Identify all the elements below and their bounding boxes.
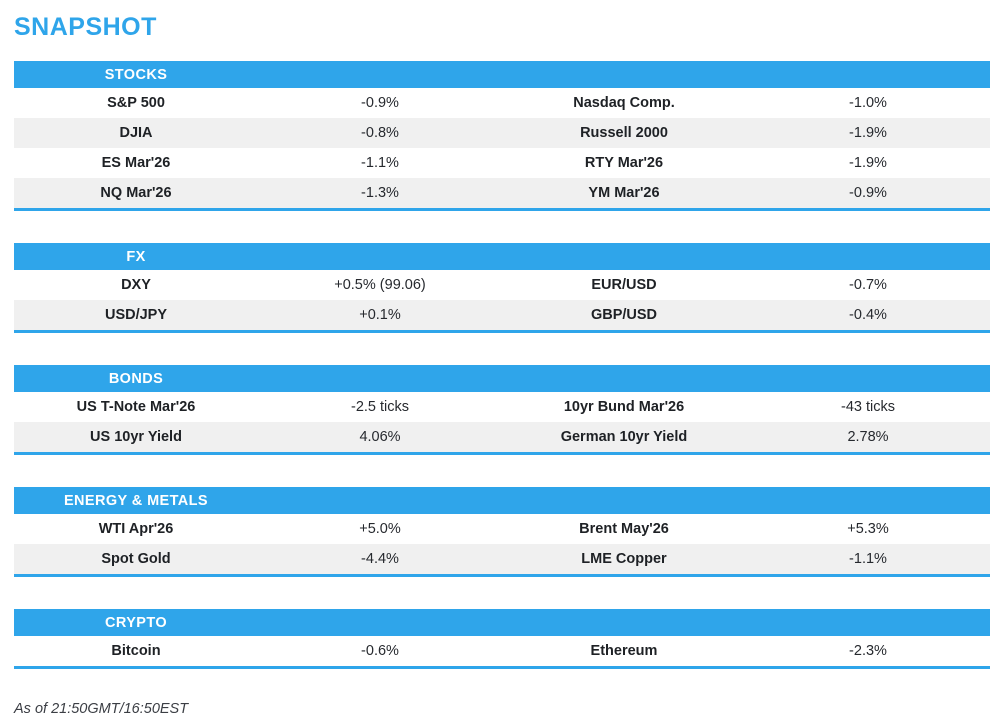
instrument-value-right: -1.1% xyxy=(849,551,887,567)
section-header-bar xyxy=(14,243,990,270)
instrument-value-left: +5.0% xyxy=(359,521,401,537)
instrument-value-right: -1.9% xyxy=(849,125,887,141)
instrument-value-left: -0.6% xyxy=(361,643,399,659)
section-header-label: BONDS xyxy=(108,370,164,387)
table-row xyxy=(14,636,990,666)
instrument-name-left: Spot Gold xyxy=(101,551,171,567)
section-rows xyxy=(14,514,990,574)
instrument-value-right: -1.0% xyxy=(849,95,887,111)
section-rows xyxy=(14,88,990,208)
instrument-name-right: Ethereum xyxy=(590,643,658,659)
instrument-name-left: USD/JPY xyxy=(104,307,168,323)
instrument-value-right: -1.9% xyxy=(849,155,887,171)
instrument-name-left: US T-Note Mar'26 xyxy=(76,399,196,415)
timestamp-note: As of 21:50GMT/16:50EST xyxy=(14,701,189,717)
instrument-name-right: Russell 2000 xyxy=(580,125,668,141)
instrument-name-right: 10yr Bund Mar'26 xyxy=(563,399,685,415)
section-header-label: CRYPTO xyxy=(104,614,168,631)
instrument-value-right: -0.4% xyxy=(849,307,887,323)
instrument-name-right: Nasdaq Comp. xyxy=(573,95,675,111)
section-header-label: FX xyxy=(126,248,146,265)
instrument-value-left: -1.3% xyxy=(361,185,399,201)
table-row xyxy=(14,88,990,118)
instrument-value-left: -2.5 ticks xyxy=(350,399,409,415)
instrument-value-right: -43 ticks xyxy=(841,399,895,415)
table-row xyxy=(14,300,990,330)
section-header-bar xyxy=(14,61,990,88)
instrument-name-right: RTY Mar'26 xyxy=(584,155,664,171)
instrument-name-left: DJIA xyxy=(119,125,153,141)
instrument-value-left: -0.8% xyxy=(361,125,399,141)
instrument-name-left: ES Mar'26 xyxy=(101,155,171,171)
table-row xyxy=(14,544,990,574)
table-row xyxy=(14,270,990,300)
instrument-name-right: LME Copper xyxy=(581,551,667,567)
table-row xyxy=(14,118,990,148)
instrument-name-right: German 10yr Yield xyxy=(560,429,688,445)
instrument-value-left: -1.1% xyxy=(361,155,399,171)
instrument-name-left: DXY xyxy=(121,277,151,293)
instrument-value-left: -0.9% xyxy=(361,95,399,111)
instrument-name-left: WTI Apr'26 xyxy=(98,521,174,537)
section-rows xyxy=(14,636,990,666)
page-title: SNAPSHOT xyxy=(14,13,157,41)
instrument-name-right: EUR/USD xyxy=(591,277,657,293)
instrument-name-right: GBP/USD xyxy=(590,307,658,323)
market-section xyxy=(14,609,990,669)
sections-container xyxy=(14,61,990,669)
instrument-value-right: -2.3% xyxy=(849,643,887,659)
section-header-label: STOCKS xyxy=(104,66,168,83)
section-header-bar xyxy=(14,609,990,636)
table-row xyxy=(14,178,990,208)
table-row xyxy=(14,392,990,422)
section-header-label: ENERGY & METALS xyxy=(63,492,209,509)
instrument-value-right: 2.78% xyxy=(847,429,889,445)
instrument-value-right: +5.3% xyxy=(847,521,889,537)
section-rows xyxy=(14,270,990,330)
instrument-value-right: -0.9% xyxy=(849,185,887,201)
table-row xyxy=(14,422,990,452)
instrument-value-left: 4.06% xyxy=(359,429,401,445)
instrument-name-left: NQ Mar'26 xyxy=(100,185,172,201)
instrument-name-right: YM Mar'26 xyxy=(588,185,660,201)
market-section xyxy=(14,243,990,333)
section-rows xyxy=(14,392,990,452)
instrument-name-left: US 10yr Yield xyxy=(90,429,182,445)
instrument-value-left: +0.5% (99.06) xyxy=(334,277,426,293)
table-row xyxy=(14,148,990,178)
market-section xyxy=(14,61,990,211)
instrument-name-left: Bitcoin xyxy=(111,643,161,659)
instrument-value-right: -0.7% xyxy=(849,277,887,293)
instrument-name-right: Brent May'26 xyxy=(579,521,669,537)
instrument-name-left: S&P 500 xyxy=(107,95,165,111)
section-header-bar xyxy=(14,365,990,392)
section-header-bar xyxy=(14,487,990,514)
instrument-value-left: -4.4% xyxy=(361,551,399,567)
market-section xyxy=(14,487,990,577)
table-row xyxy=(14,514,990,544)
instrument-value-left: +0.1% xyxy=(359,307,401,323)
market-section xyxy=(14,365,990,455)
